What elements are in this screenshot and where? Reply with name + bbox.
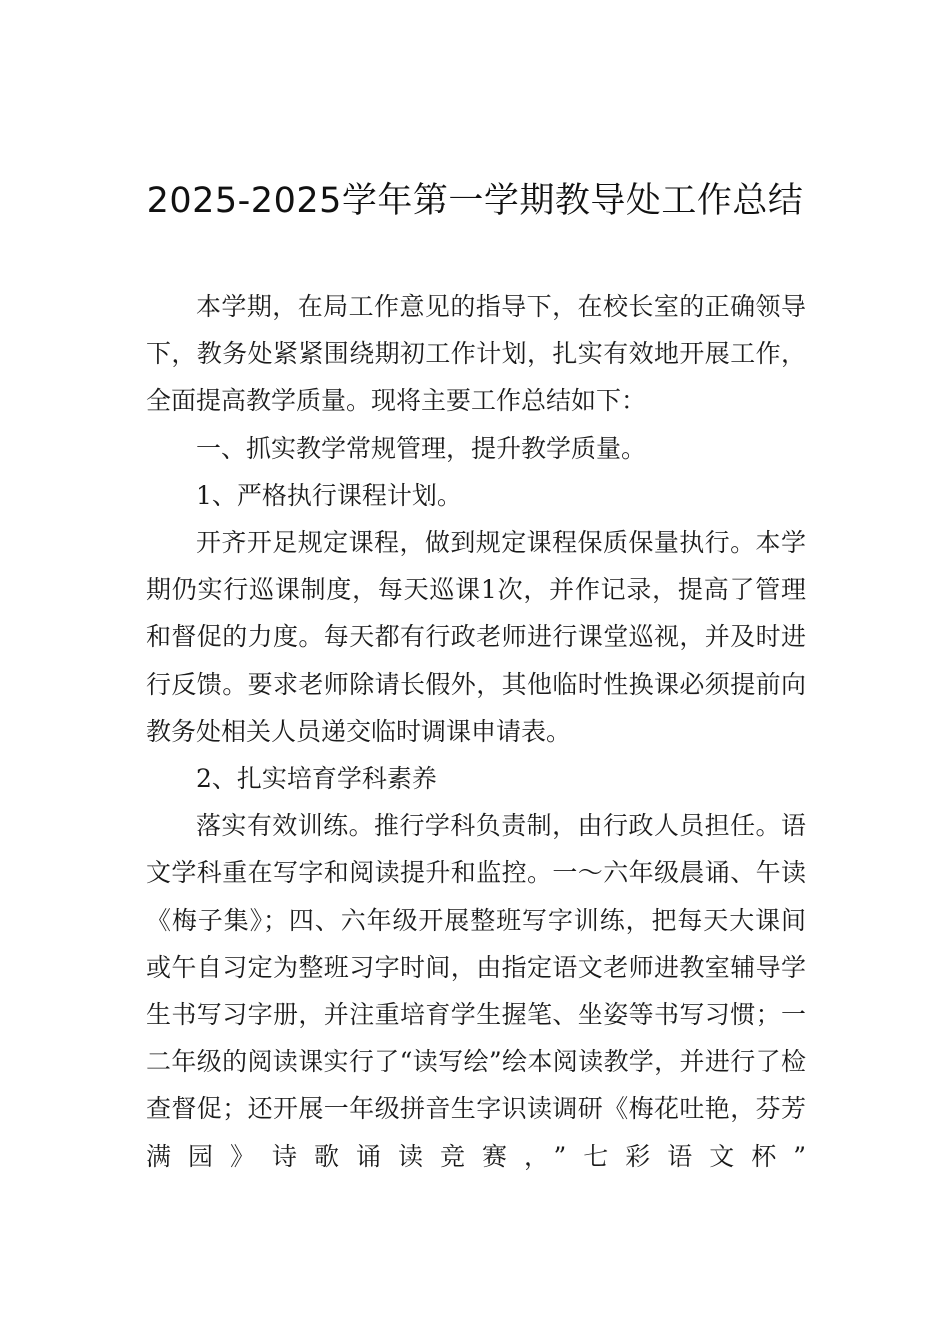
subsection-heading-2: 2、扎实培育学科素养 <box>196 764 437 794</box>
section-heading-one: 一、抓实教学常规管理，提升教学质量。 <box>196 433 647 463</box>
document-title: 2025-2025学年第一学期教导处工作总结 <box>146 181 804 221</box>
paragraph-curriculum: 开齐开足规定课程，做到规定课程保质保量执行。本学期仍实行巡课制度，每天巡课1次，并作记录，提高了管理和督促的力度。每天都有行政老师进行课堂巡视，并及时进行反馈。要求老师除请长假外，其他临时性换课必须提前向教务处相关人员递交临时调课申请表。 <box>146 528 806 746</box>
paragraph-training: 落实有效训练。推行学科负责制，由行政人员担任。语文学科重在写字和阅读提升和监控。一～六年级晨诵、午读《梅子集》；四、六年级开展整班写字训练，把每天大课间或午自习定为整班习字时间，由指定语文老师进教室辅导学生书写习字册，并注重培育学生握笔、坐姿等书写习惯；一二年级的阅读课实行了“读写绘”绘本阅读教学，并进行了检查督促；还开展一年级拼音生字识读调研《梅花吐艳，芬芳满园》诗歌诵读竞赛，”七彩语文杯” <box>146 811 806 1171</box>
subsection-heading-1: 1、严格执行课程计划。 <box>196 480 462 510</box>
document-body <box>146 283 806 1180</box>
paragraph-intro: 本学期，在局工作意见的指导下，在校长室的正确领导下，教务处紧紧围绕期初工作计划，扎实有效地开展工作，全面提高教学质量。现将主要工作总结如下： <box>146 292 806 416</box>
